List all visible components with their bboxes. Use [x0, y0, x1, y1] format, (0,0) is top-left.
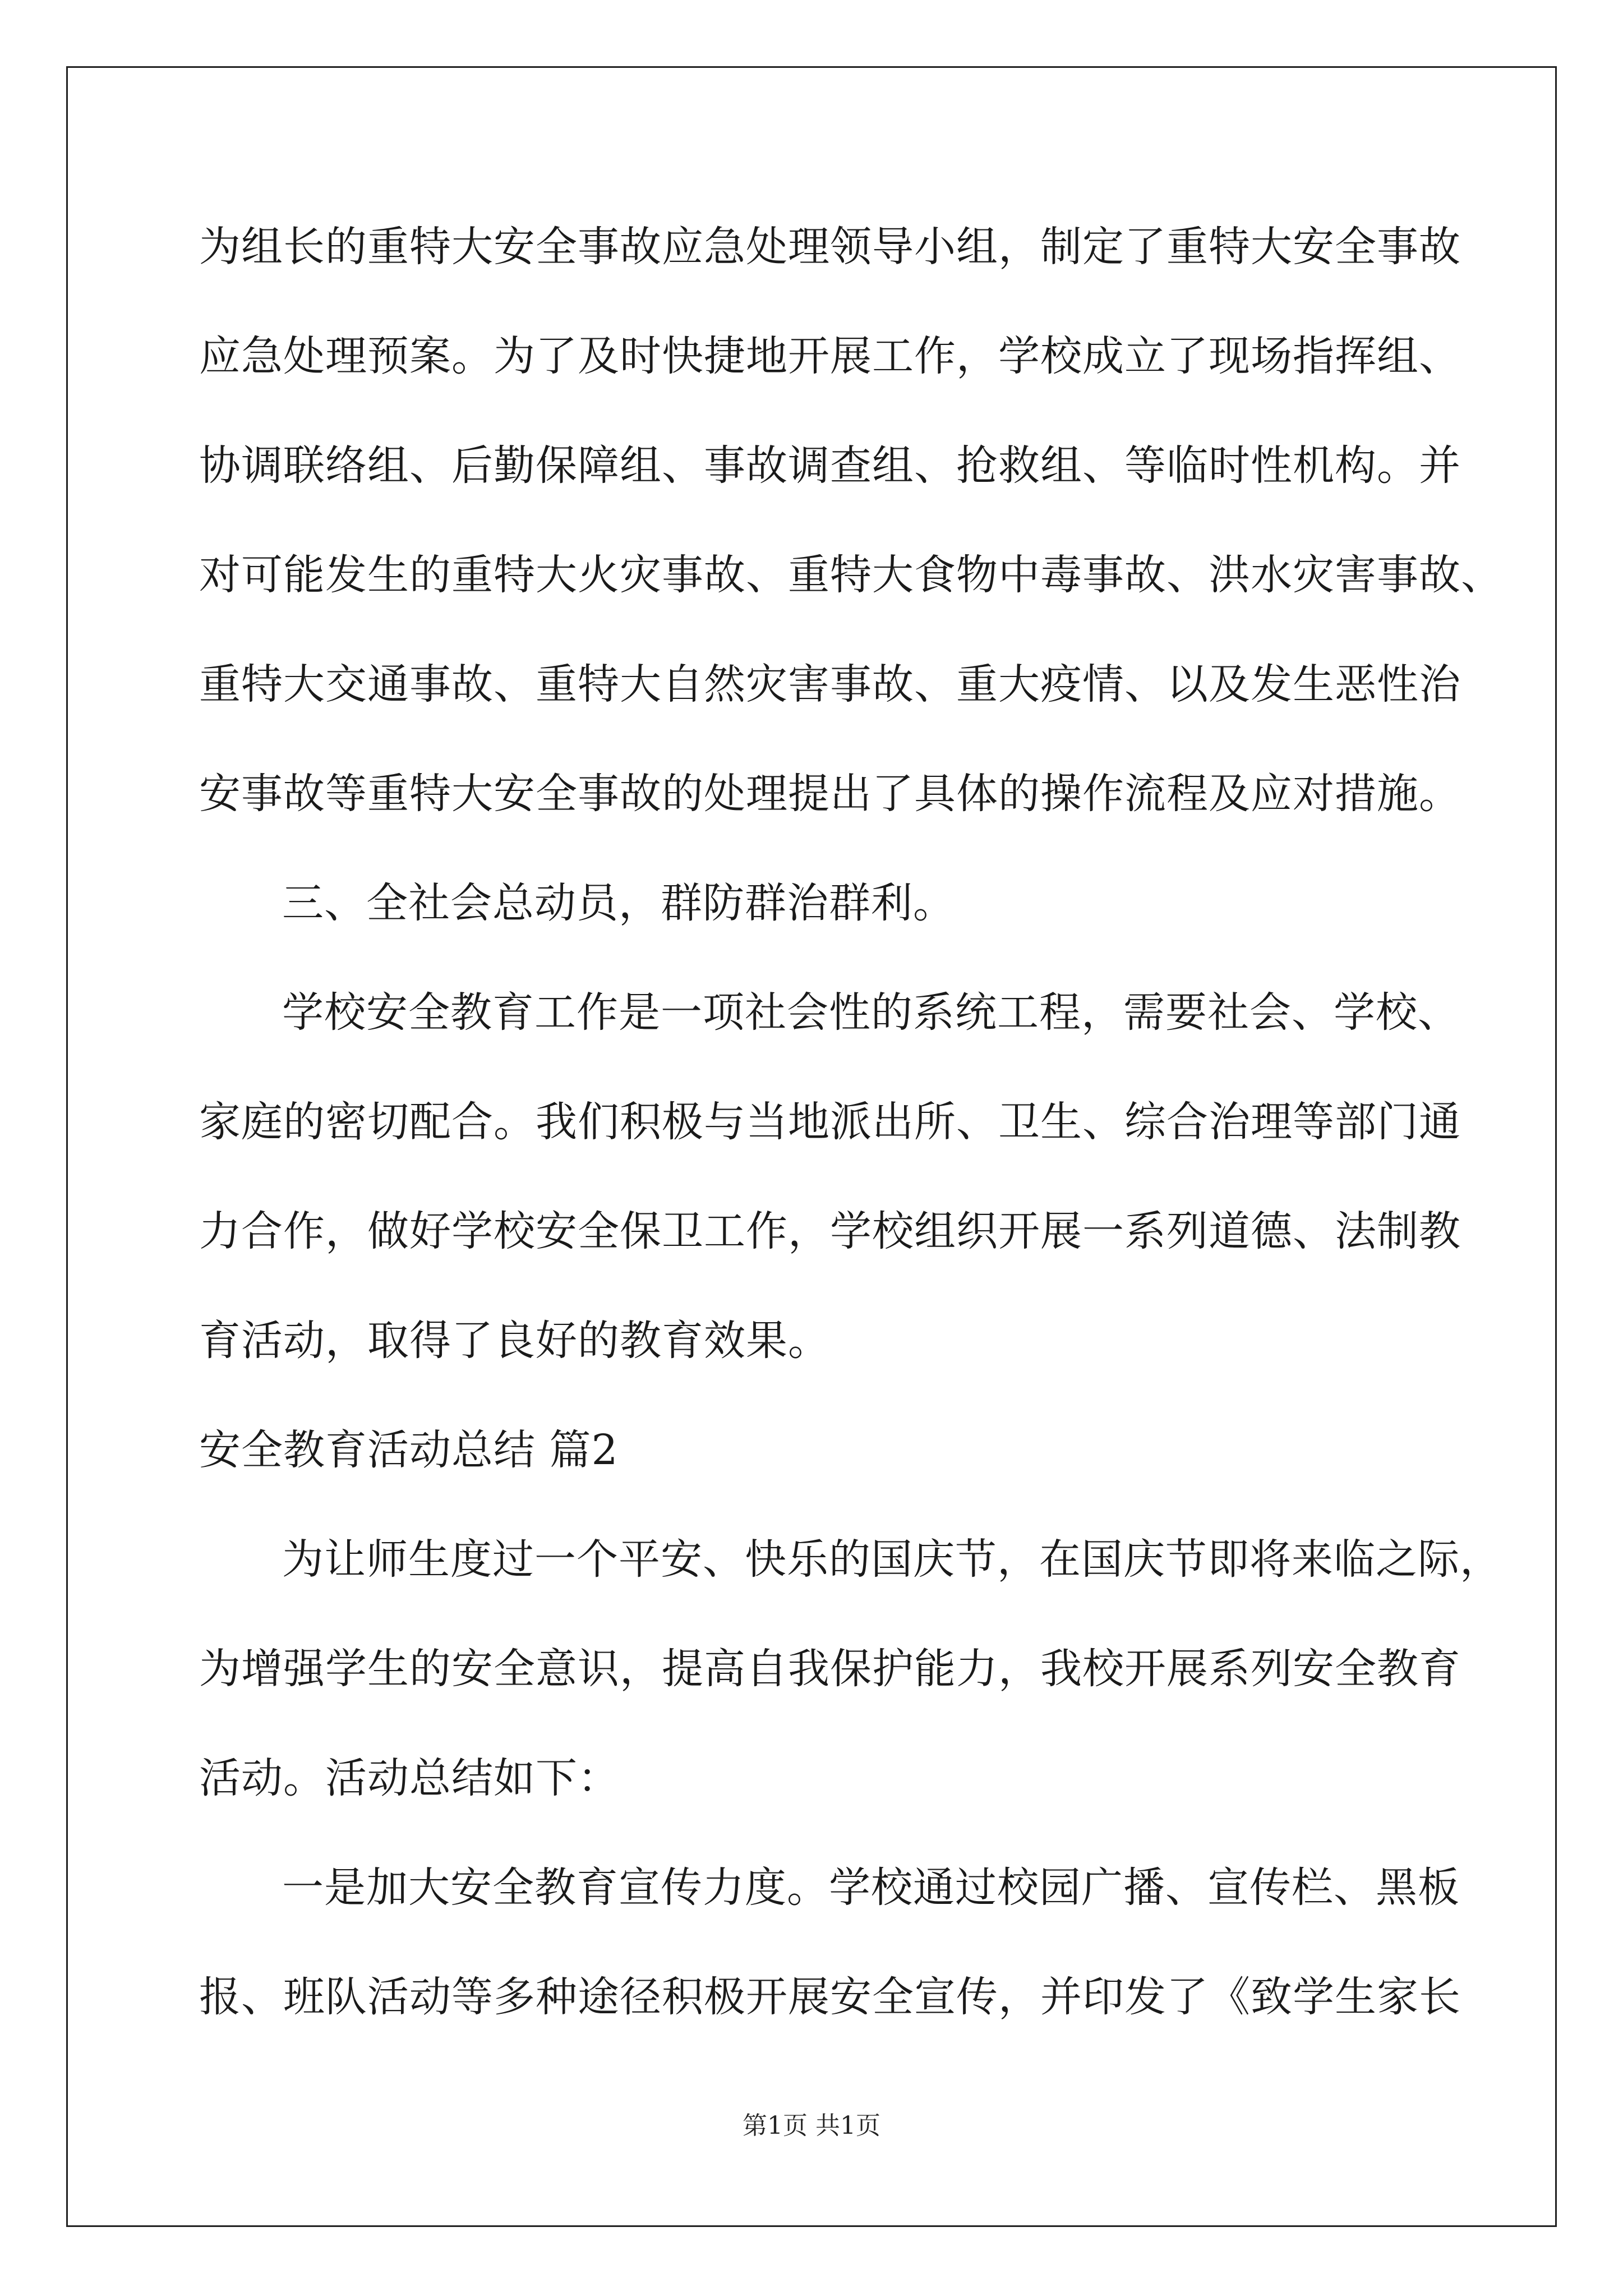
- document-body: [199, 213, 1503, 2073]
- page-number-footer: 第1页 共1页: [743, 2111, 880, 2140]
- text-line: 为让师生度过一个平安、快乐的国庆节，在国庆节即将来临之际，: [282, 1535, 1502, 1584]
- text-line: 重特大交通事故、重特大自然灾害事故、重大疫情、以及发生恶性治: [199, 660, 1461, 708]
- text-line: 育活动，取得了良好的教育效果。: [199, 1317, 830, 1365]
- text-line: 为组长的重特大安全事故应急处理领导小组，制定了重特大安全事故: [199, 223, 1461, 271]
- text-line: 力合作，做好学校安全保卫工作，学校组织开展一系列道德、法制教: [199, 1207, 1461, 1255]
- text-line: 应急处理预案。为了及时快捷地开展工作，学校成立了现场指挥组、: [199, 332, 1461, 380]
- article-title: 安全教育活动总结 篇2: [199, 1426, 619, 1474]
- text-line: 活动。活动总结如下：: [199, 1754, 620, 1802]
- text-line: 协调联络组、后勤保障组、事故调查组、抢救组、等临时性机构。并: [199, 441, 1461, 490]
- text-line: 学校安全教育工作是一项社会性的系统工程，需要社会、学校、: [282, 988, 1460, 1037]
- text-line: 家庭的密切配合。我们积极与当地派出所、卫生、综合治理等部门通: [199, 1098, 1461, 1146]
- section-heading: 三、全社会总动员，群防群治群利。: [282, 879, 955, 927]
- text-line: 对可能发生的重特大火灾事故、重特大食物中毒事故、洪水灾害事故、: [199, 551, 1503, 599]
- text-line: 为增强学生的安全意识，提高自我保护能力，我校开展系列安全教育: [199, 1645, 1461, 1693]
- text-line: 安事故等重特大安全事故的处理提出了具体的操作流程及应对措施。: [199, 770, 1461, 818]
- text-line: 一是加大安全教育宣传力度。学校通过校园广播、宣传栏、黑板: [282, 1864, 1460, 1912]
- text-line: 报、班队活动等多种途径积极开展安全宣传，并印发了《致学生家长: [199, 1973, 1461, 2021]
